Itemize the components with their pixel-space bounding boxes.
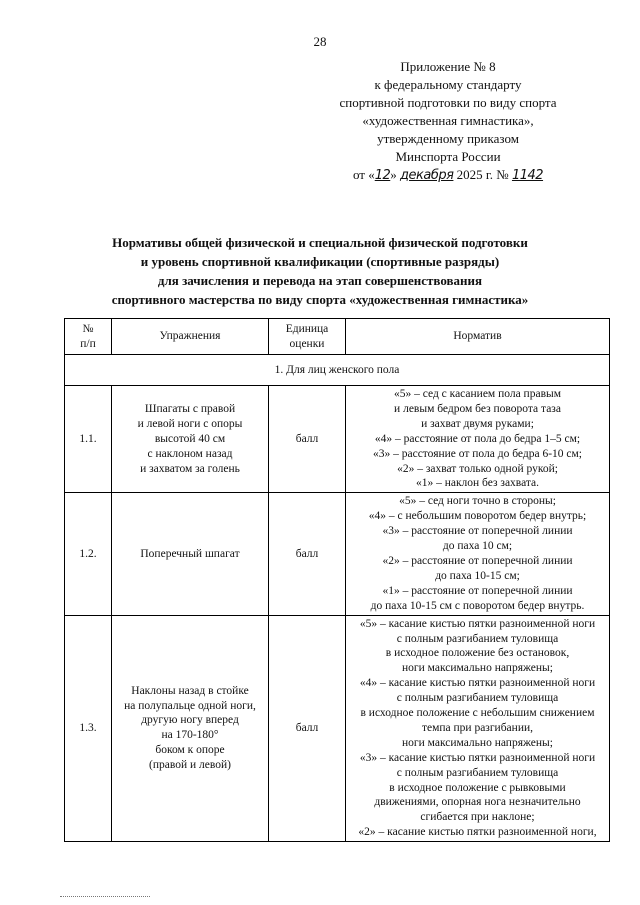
norm-line: «2» – касание кистью пятки разноименной ноги, [358,826,597,839]
header-num-line-2: п/п [80,337,96,350]
exercise-line: (правой и левой) [149,759,231,772]
norm-line: «5» – сед с касанием пола правым [394,388,561,400]
title-line-3: для зачисления и перевода на этап совершенствования [157,273,483,288]
annex-line-4: «художественная гимнастика», [362,113,534,128]
norm-line: «4» – расстояние от пола до бедра 1–5 см; [374,432,581,445]
title-line-1: Нормативы общей физической и специальной физической подготовки [112,235,528,250]
norm-line: «5» – касание кистью пятки разноименной ноги [359,617,596,630]
row-unit: балл [269,386,346,493]
annex-line-5: утвержденному приказом [377,131,519,146]
section-label: 1. Для лиц женского пола [65,355,610,386]
row-number: 1.1. [65,386,112,493]
date-mid: » [390,167,397,182]
norm-line: с полным разгибанием туловища [396,632,559,645]
norm-line: «3» – расстояние от поперечной линии [382,525,573,538]
handwritten-month: декабря [400,168,454,183]
table-row [65,615,610,842]
row-exercise [112,386,269,493]
exercise-line: и захватом за голень [140,462,240,475]
date-prefix: от « [352,167,375,182]
row-norm [346,493,610,615]
table-row [65,493,610,615]
norms-table [64,318,610,842]
norm-line: с полным разгибанием туловища [396,766,559,779]
row-norm [346,615,610,842]
annex-line-2: к федеральному стандарту [374,77,522,92]
table-row [65,386,610,493]
header-unit-line-1: Единица [285,322,329,335]
norm-line: в исходное положение с рывковыми [389,781,566,794]
exercise-line: на полупальце одной ноги, [124,699,256,712]
annex-block [318,58,578,185]
norm-line: и левым бедром без поворота таза [394,402,561,415]
annex-line-1: Приложение № 8 [400,59,496,74]
norm-line: до паха 10-15 см с поворотом бедер внутрь. [370,599,585,612]
norm-line: и захват двумя руками; [421,417,534,430]
row-number: 1.2. [65,493,112,615]
page-number: 28 [313,34,327,49]
table-body [65,386,610,842]
norm-line: «2» – захват только одной рукой; [397,462,558,475]
norm-line: ноги максимально напряжены; [402,662,553,675]
norm-line: с полным разгибанием туловища [396,692,559,705]
norm-line: «1» – расстояние от поперечной линии [382,584,573,597]
exercise-line: с наклоном назад [147,447,233,460]
exercise-line: другую ногу вперед [141,714,239,727]
norm-line: ноги максимально напряжены; [402,736,553,749]
annex-line-6: Минспорта России [395,149,501,164]
handwritten-day: 12 [374,168,391,183]
norm-line: до паха 10 см; [442,540,513,553]
norm-line: «1» – наклон без захвата. [415,477,540,490]
section-row [65,355,610,386]
norm-line: «4» – с небольшим поворотом бедер внутрь; [368,510,587,523]
header-num [65,319,112,355]
exercise-line: и левой ноги с опоры [137,417,243,430]
footer-mark [60,896,150,900]
norm-line: «2» – расстояние от поперечной линии [382,554,573,567]
annex-line-3: спортивной подготовки по виду спорта [339,95,557,110]
handwritten-order-number: 1142 [511,168,544,183]
table-header-row [65,319,610,355]
year-text: 2025 г. № [456,167,509,182]
header-unit [269,319,346,355]
exercise-line: Наклоны назад в стойке [131,684,249,697]
norm-line: в исходное положение без остановок, [385,647,570,660]
norm-line: «4» – касание кистью пятки разноименной ноги [359,677,596,690]
norm-line: до паха 10-15 см; [435,569,520,582]
exercise-line: Поперечный шпагат [140,547,240,560]
norm-line: движениями, опорная нога незначительно [374,796,581,809]
norm-line: «5» – сед ноги точно в стороны; [399,495,556,508]
header-num-line-1: № [82,322,94,335]
norm-line: «3» – расстояние от пола до бедра 6-10 см; [372,447,582,460]
document-title [0,233,640,309]
norm-line: в исходное положение с небольшим снижением [360,707,595,720]
row-unit: балл [269,615,346,842]
norm-line: «3» – касание кистью пятки разноименной ноги [359,751,596,764]
title-line-4: спортивного мастерства по виду спорта «художественная гимнастика» [111,292,529,307]
row-unit: балл [269,493,346,615]
exercise-line: боком к опоре [155,744,225,757]
title-line-2: и уровень спортивной квалификации (спортивные разряды) [140,254,500,269]
exercise-line: Шпагаты с правой [144,402,236,415]
header-norm: Норматив [346,319,610,355]
row-norm [346,386,610,493]
norm-line: сгибается при наклоне; [420,811,535,824]
header-exercise: Упражнения [112,319,269,355]
row-exercise [112,615,269,842]
row-number: 1.3. [65,615,112,842]
exercise-line: высотой 40 см [154,432,226,445]
row-exercise [112,493,269,615]
norm-line: темпа при разгибании, [421,721,534,734]
exercise-line: на 170-180° [161,729,219,742]
annex-date-line [318,166,578,185]
header-unit-line-2: оценки [289,337,325,350]
